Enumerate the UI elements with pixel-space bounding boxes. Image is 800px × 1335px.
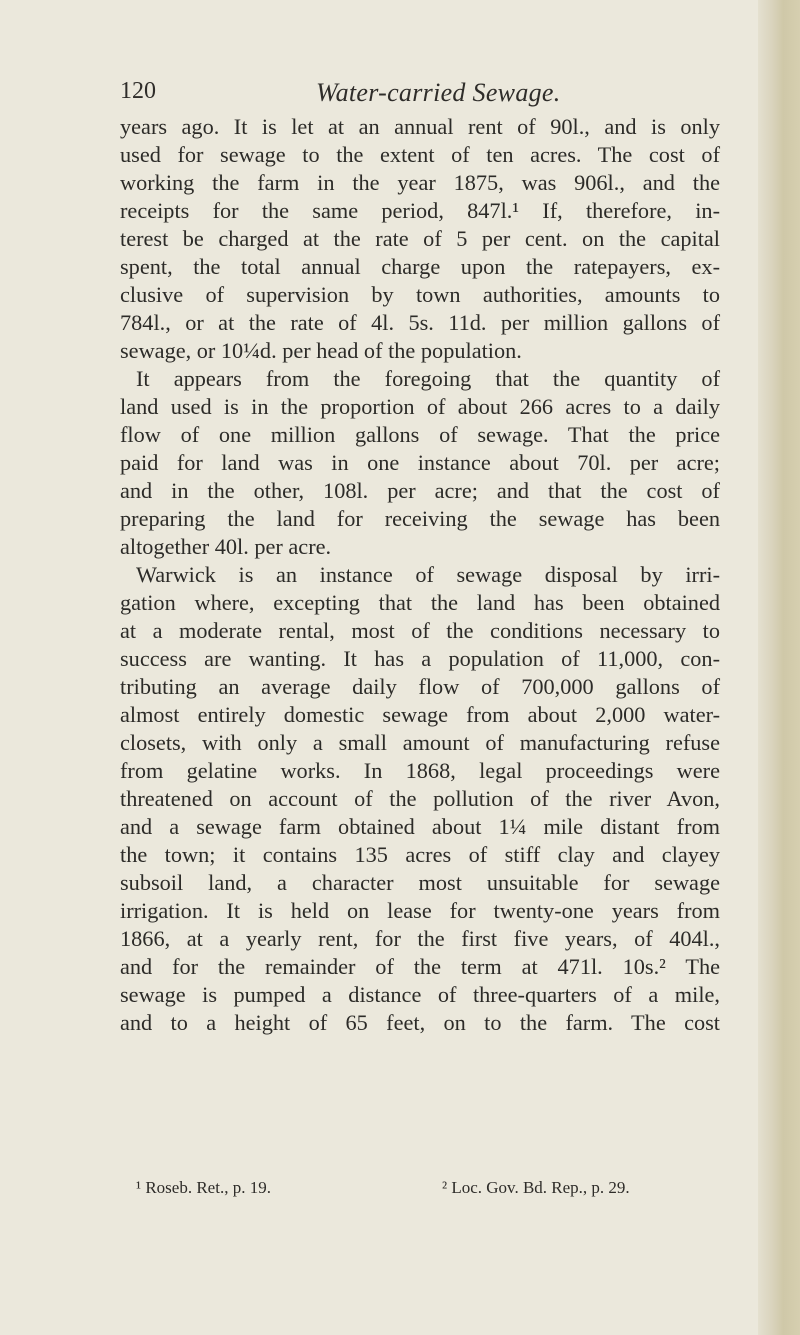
footnote-1: ¹ Roseb. Ret., p. 19. bbox=[136, 1178, 271, 1197]
text-line: terest be charged at the rate of 5 per cent. on the capital bbox=[120, 226, 720, 251]
text-line: spent, the total annual charge upon the ratepayers, ex- bbox=[120, 254, 720, 279]
running-head bbox=[120, 78, 720, 118]
text-line: sewage, or 10¼d. per head of the population. bbox=[120, 338, 522, 363]
running-title: Water-carried Sewage. bbox=[316, 78, 561, 107]
text-line: It appears from the foregoing that the quantity of bbox=[136, 366, 720, 391]
text-line: irrigation. It is held on lease for twenty-one years from bbox=[120, 898, 720, 923]
text-line: closets, with only a small amount of manufacturing refuse bbox=[120, 730, 720, 755]
footnote-2: ² Loc. Gov. Bd. Rep., p. 29. bbox=[442, 1178, 630, 1197]
text-line: almost entirely domestic sewage from about 2,000 water- bbox=[120, 702, 720, 727]
text-line: and in the other, 108l. per acre; and that the cost of bbox=[120, 478, 720, 503]
text-line: clusive of supervision by town authorities, amounts to bbox=[120, 282, 720, 307]
text-line: success are wanting. It has a population of 11,000, con- bbox=[120, 646, 720, 671]
text-line: altogether 40l. per acre. bbox=[120, 534, 332, 559]
text-line: paid for land was in one instance about 70l. per acre; bbox=[120, 450, 720, 475]
text-line: Warwick is an instance of sewage disposal by irri- bbox=[136, 562, 720, 587]
text-line: and a sewage farm obtained about 1¼ mile distant from bbox=[120, 814, 720, 839]
text-line: threatened on account of the pollution of the river Avon, bbox=[120, 786, 720, 811]
text-line: gation where, excepting that the land has been obtained bbox=[120, 590, 720, 615]
text-line: working the farm in the year 1875, was 906l., and the bbox=[120, 170, 720, 195]
text-line: years ago. It is let at an annual rent of 90l., and is only bbox=[120, 114, 720, 139]
text-line: 784l., or at the rate of 4l. 5s. 11d. per million gallons of bbox=[120, 310, 720, 335]
text-line: and to a height of 65 feet, on to the farm. The cost bbox=[120, 1010, 720, 1035]
text-line: subsoil land, a character most unsuitable for sewage bbox=[120, 870, 720, 895]
page-edge-shadow bbox=[758, 0, 800, 1335]
text-line: used for sewage to the extent of ten acres. The cost of bbox=[120, 142, 720, 167]
text-line: at a moderate rental, most of the conditions necessary to bbox=[120, 618, 720, 643]
text-line: flow of one million gallons of sewage. That the price bbox=[120, 422, 720, 447]
footnotes bbox=[136, 1178, 720, 1202]
text-line: sewage is pumped a distance of three-quarters of a mile, bbox=[120, 982, 720, 1007]
text-line: from gelatine works. In 1868, legal proceedings were bbox=[120, 758, 720, 783]
text-line: the town; it contains 135 acres of stiff clay and clayey bbox=[120, 842, 720, 867]
text-line: 1866, at a yearly rent, for the first five years, of 404l., bbox=[120, 926, 720, 951]
text-line: receipts for the same period, 847l.¹ If, therefore, in- bbox=[120, 198, 720, 223]
text-line: tributing an average daily flow of 700,000 gallons of bbox=[120, 674, 720, 699]
text-line: and for the remainder of the term at 471l. 10s.² The bbox=[120, 954, 720, 979]
page-number: 120 bbox=[120, 78, 156, 104]
text-line: preparing the land for receiving the sewage has been bbox=[120, 506, 720, 531]
text-line: land used is in the proportion of about 266 acres to a daily bbox=[120, 394, 720, 419]
body-text bbox=[120, 113, 720, 1037]
